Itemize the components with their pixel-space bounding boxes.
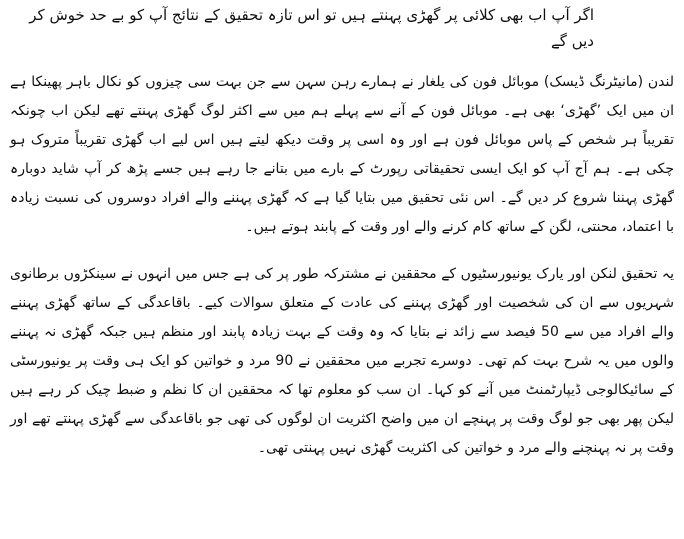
article-paragraph-1: لندن (مانیٹرنگ ڈیسک) موبائل فون کی یلغار نے ہمارے رہن سہن سے جن بہت سی چیزوں کو نکال باہر پھینکا ہے ان میں ایک ’گھڑی‘ بھی ہے۔ موبائل فون کے آنے سے پہلے ہم میں سے اکثر لوگ گھڑی پہنتے تھے لیکن اب چونکہ تقریباً ہر شخص کے پاس موبائل فون ہے اور وہ اسی پر وقت دیکھ لیتے ہیں اس لیے اب گھڑی تقریباً متروک ہو چکی ہے۔ ہم آج آپ کو ایک ایسی تحقیقاتی رپورٹ کے بارے میں بتانے جا رہے ہیں جسے پڑھ کر آپ شاید دوبارہ گھڑی پہننا شروع کر دیں گے۔ اس نئی تحقیق میں بتایا گیا ہے کہ گھڑی پہننے والے افراد دوسروں کی نسبت زیادہ با اعتماد، محنتی، لگن کے ساتھ کام کرنے والے اور وقت کے پابند ہوتے ہیں۔ bbox=[10, 74, 674, 235]
article-paragraph-2: یہ تحقیق لنکن اور یارک یونیورسٹیوں کے محققین نے مشترکہ طور پر کی ہے جس میں انہوں نے سینکڑوں برطانوی شہریوں سے ان کی شخصیت اور گھڑی پہننے کی عادت کے متعلق سوالات کیے۔ باقاعدگی کے ساتھ گھڑی پہننے والے افراد میں سے 50 فیصد سے زائد نے بتایا کہ وہ وقت کے بہت زیادہ پابند اور منظم ہیں جبکہ گھڑی نہ پہننے والوں میں یہ شرح بہت کم تھی۔ دوسرے تجربے میں محققین نے 90 مرد و خواتین کو ایک ہی وقت پر یونیورسٹی کے سائیکالوجی ڈیپارٹمنٹ میں آنے کو کہا۔ ان سب کو معلوم تھا کہ محققین ان کا نظم و ضبط چیک کر رہے ہیں لیکن پھر بھی جو لوگ وقت پر پہنچے ان میں واضح اکثریت ان لوگوں کی تھی جو باقاعدگی سے گھڑی پہنتے تھے اور وقت پر نہ پہنچنے والے مرد و خواتین کی اکثریت گھڑی نہیں پہنتی تھی۔ bbox=[10, 266, 674, 456]
article-headline: اگر آپ اب بھی کلائی پر گھڑی پہنتے ہیں تو اس تازہ تحقیق کے نتائج آپ کو بے حد خوش کر دیں گے bbox=[29, 6, 594, 50]
news-article bbox=[10, 0, 674, 463]
